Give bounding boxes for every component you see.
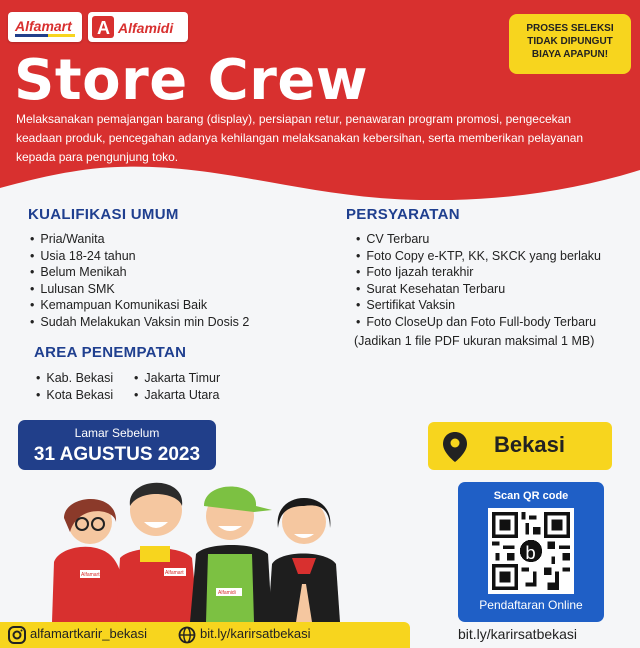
kualifikasi-list xyxy=(30,231,249,331)
location-name: Bekasi xyxy=(494,432,565,457)
uniform-label: Alfamart xyxy=(165,570,184,576)
list-item: • Foto CloseUp dan Foto Full-body Terbaru xyxy=(356,314,601,331)
online-registration-label: Pendaftaran Online xyxy=(479,598,583,612)
list-item: • Kemampuan Komunikasi Baik xyxy=(30,297,249,314)
staff-illustration xyxy=(40,470,350,622)
instagram-handle[interactable]: alfamartkarir_bekasi xyxy=(30,626,148,641)
list-item: • Sertifikat Vaksin xyxy=(356,297,601,314)
alfamidi-mark: A xyxy=(97,18,110,38)
location-pin-icon xyxy=(442,431,468,463)
uniform-label: Alfamidi xyxy=(218,590,236,596)
list-item: • Kota Bekasi xyxy=(36,387,113,404)
persyaratan-heading: PERSYARATAN xyxy=(346,206,460,223)
scan-qr-label: Scan QR code xyxy=(493,490,569,502)
job-description: Melaksanakan pemajangan barang (display), persiapan retur, penawaran program promosi, pengecekan keadaan produk, pencegahan adanya kehilangan melaksanakan kebersihan, serta memberikan pelayanan kepada para pengunjung toko. xyxy=(16,112,584,164)
list-item: • Foto Ijazah terakhir xyxy=(356,264,601,281)
persyaratan-list xyxy=(356,231,601,331)
free-selection-badge: PROSES SELEKSI TIDAK DIPUNGUT BIAYA APAPUN! xyxy=(509,14,631,74)
svg-text:b: b xyxy=(525,541,536,563)
list-item: • Kab. Bekasi xyxy=(36,370,113,387)
instagram-icon xyxy=(8,626,26,644)
area-list-col1 xyxy=(36,370,113,403)
list-item: • Lulusan SMK xyxy=(30,281,249,298)
area-list-col2 xyxy=(134,370,220,403)
list-item: • Pria/Wanita xyxy=(30,231,249,248)
page-title: Store Crew xyxy=(14,48,369,113)
registration-link[interactable]: bit.ly/karirsatbekasi xyxy=(458,626,578,642)
uniform-label: Alfamart xyxy=(81,572,100,578)
list-item: • Jakarta Timur xyxy=(134,370,220,387)
list-item: • Surat Kesehatan Terbaru xyxy=(356,281,601,298)
list-item: • Foto Copy e-KTP, KK, SKCK yang berlaku xyxy=(356,248,601,265)
list-item: • Sudah Melakukan Vaksin min Dosis 2 xyxy=(30,314,249,331)
qr-box[interactable] xyxy=(458,482,604,622)
qr-code-icon[interactable] xyxy=(488,508,574,594)
list-item: • CV Terbaru xyxy=(356,231,601,248)
deadline-date: 31 AGUSTUS 2023 xyxy=(33,444,201,465)
location-box xyxy=(428,422,612,470)
footer-link[interactable]: bit.ly/karirsatbekasi xyxy=(200,626,311,641)
pdf-note: (Jadikan 1 file PDF ukuran maksimal 1 MB) xyxy=(354,334,595,348)
globe-icon xyxy=(178,626,196,644)
list-item: • Jakarta Utara xyxy=(134,387,220,404)
alfamart-logo xyxy=(8,12,82,42)
deadline-label: Lamar Sebelum xyxy=(74,426,160,440)
alfamart-logo-text: Alfamart xyxy=(15,18,72,34)
deadline-box xyxy=(18,420,216,470)
alfamidi-logo-text: Alfamidi xyxy=(118,20,174,36)
area-heading: AREA PENEMPATAN xyxy=(34,344,187,361)
list-item: • Usia 18-24 tahun xyxy=(30,248,249,265)
alfamidi-logo xyxy=(88,12,188,42)
list-item: • Belum Menikah xyxy=(30,264,249,281)
kualifikasi-heading: KUALIFIKASI UMUM xyxy=(28,206,179,223)
